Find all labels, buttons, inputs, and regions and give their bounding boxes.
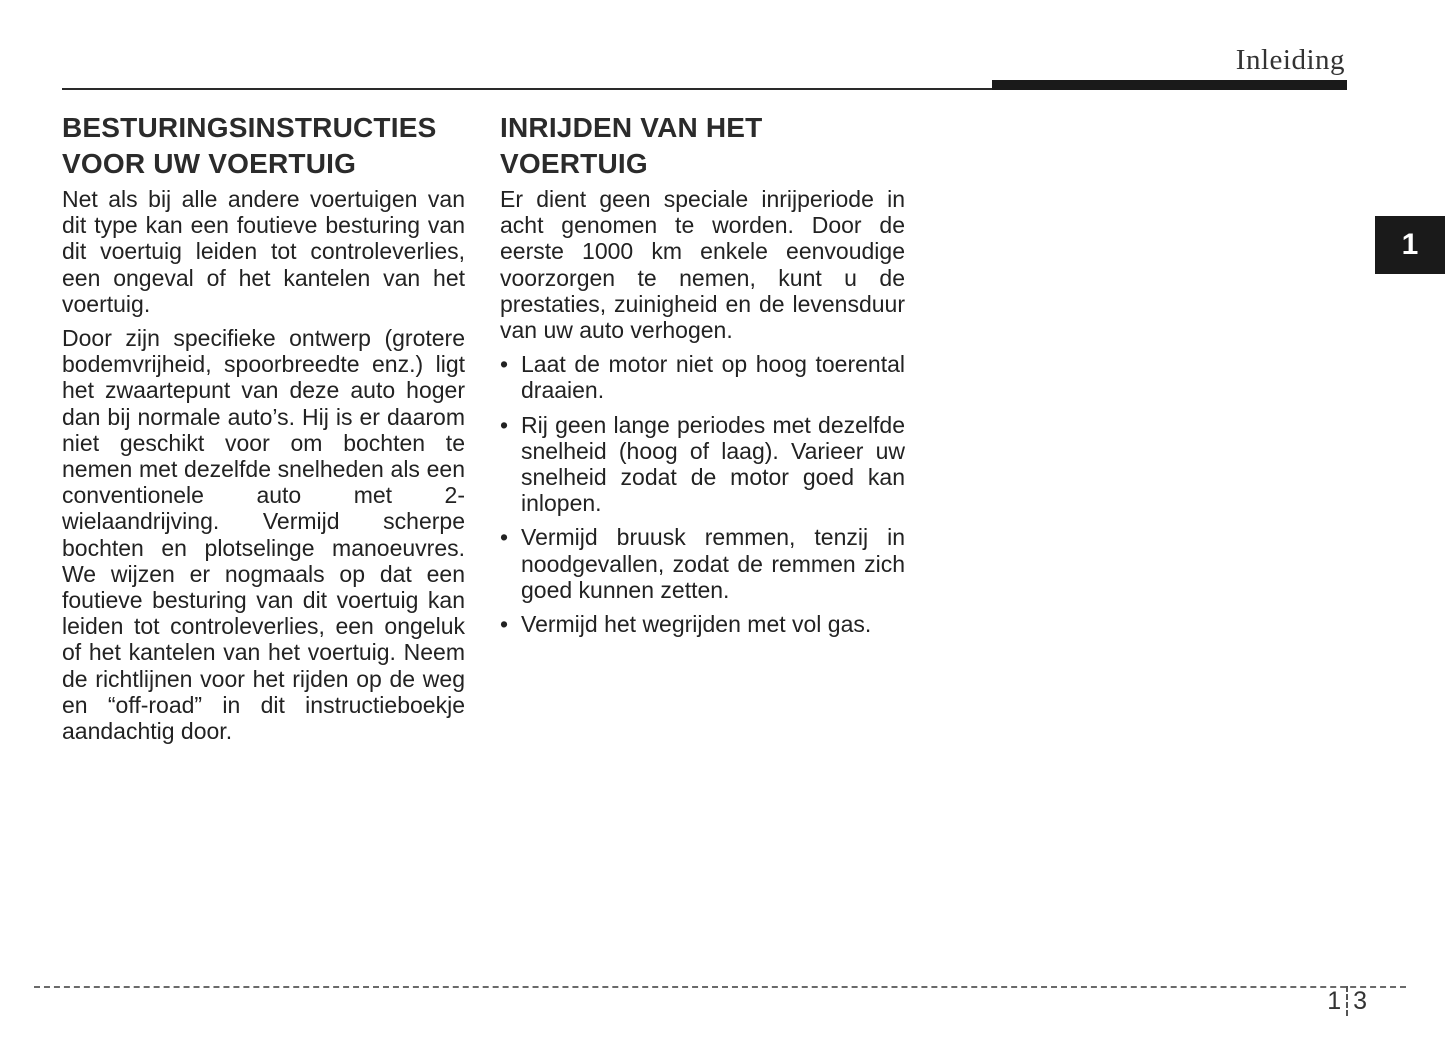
chapter-tab: 1 <box>1375 216 1445 274</box>
list-item <box>500 412 905 517</box>
right-column <box>500 110 905 645</box>
bullet-icon: • <box>500 411 509 438</box>
bullet-icon: • <box>500 351 509 378</box>
bullet-list <box>500 351 905 637</box>
page-number <box>1327 986 1367 1016</box>
page-chapter-number: 1 <box>1327 986 1342 1015</box>
left-heading-line-1: BESTURINGSINSTRUCTIES <box>62 112 437 143</box>
footer-divider <box>34 986 1406 988</box>
list-item-text: Laat de motor niet op hoog toerental draaien. <box>521 351 905 404</box>
list-item <box>500 524 905 603</box>
list-item-text: Rij geen lange periodes met dezelfde snelheid (hoog of laag). Varieer uw snelheid zodat de motor goed kan inlopen. <box>521 411 905 517</box>
left-heading <box>62 110 465 182</box>
left-paragraph-2: Door zijn specifieke ontwerp (grotere bodemvrijheid, spoorbreedte enz.) ligt het zwaartepunt van deze auto hoger dan bij normale auto’s. Hij is er daarom niet geschikt voor om bochten te nemen met dezelfde snelheden als een conventionele auto met 2-wielaandrijving. Vermijd scherpe bochten en plotselinge manoeuvres. We wijzen er nogmaals op dat een foutieve besturing van dit voertuig kan leiden tot controleverlies, een ongeluk of het kantelen van het voertuig. Neem de richtlijnen voor het rijden op de weg en “off-road” in dit instructieboekje aandachtig door. <box>62 325 465 745</box>
list-item-text: Vermijd bruusk remmen, tenzij in noodgevallen, zodat de remmen zich goed kunnen zetten. <box>521 524 905 603</box>
right-heading-line-1: INRIJDEN VAN HET <box>500 112 763 143</box>
list-item <box>500 351 905 403</box>
left-column <box>62 110 465 752</box>
bullet-icon: • <box>500 611 509 638</box>
section-header-title: Inleiding <box>1235 44 1345 76</box>
page-number-value: 3 <box>1353 986 1367 1015</box>
right-heading <box>500 110 905 182</box>
left-paragraph-1: Net als bij alle andere voertuigen van dit type kan een foutieve besturing van dit voertuig leiden tot controleverlies, een ongeval of het kantelen van het voertuig. <box>62 186 465 317</box>
bullet-icon: • <box>500 524 509 551</box>
left-heading-line-2: VOOR UW VOERTUIG <box>62 148 357 179</box>
list-item-text: Vermijd het wegrijden met vol gas. <box>521 611 872 638</box>
page-number-separator <box>1346 986 1348 1016</box>
header-divider-accent <box>992 80 1347 90</box>
list-item <box>500 611 905 637</box>
right-intro-paragraph: Er dient geen speciale inrijperiode in acht genomen te worden. Door de eerste 1000 km enkele eenvoudige voorzorgen te nemen, kunt u de prestaties, zuinigheid en de levensduur van uw auto verhogen. <box>500 186 905 344</box>
right-heading-line-2: VOERTUIG <box>500 148 648 179</box>
